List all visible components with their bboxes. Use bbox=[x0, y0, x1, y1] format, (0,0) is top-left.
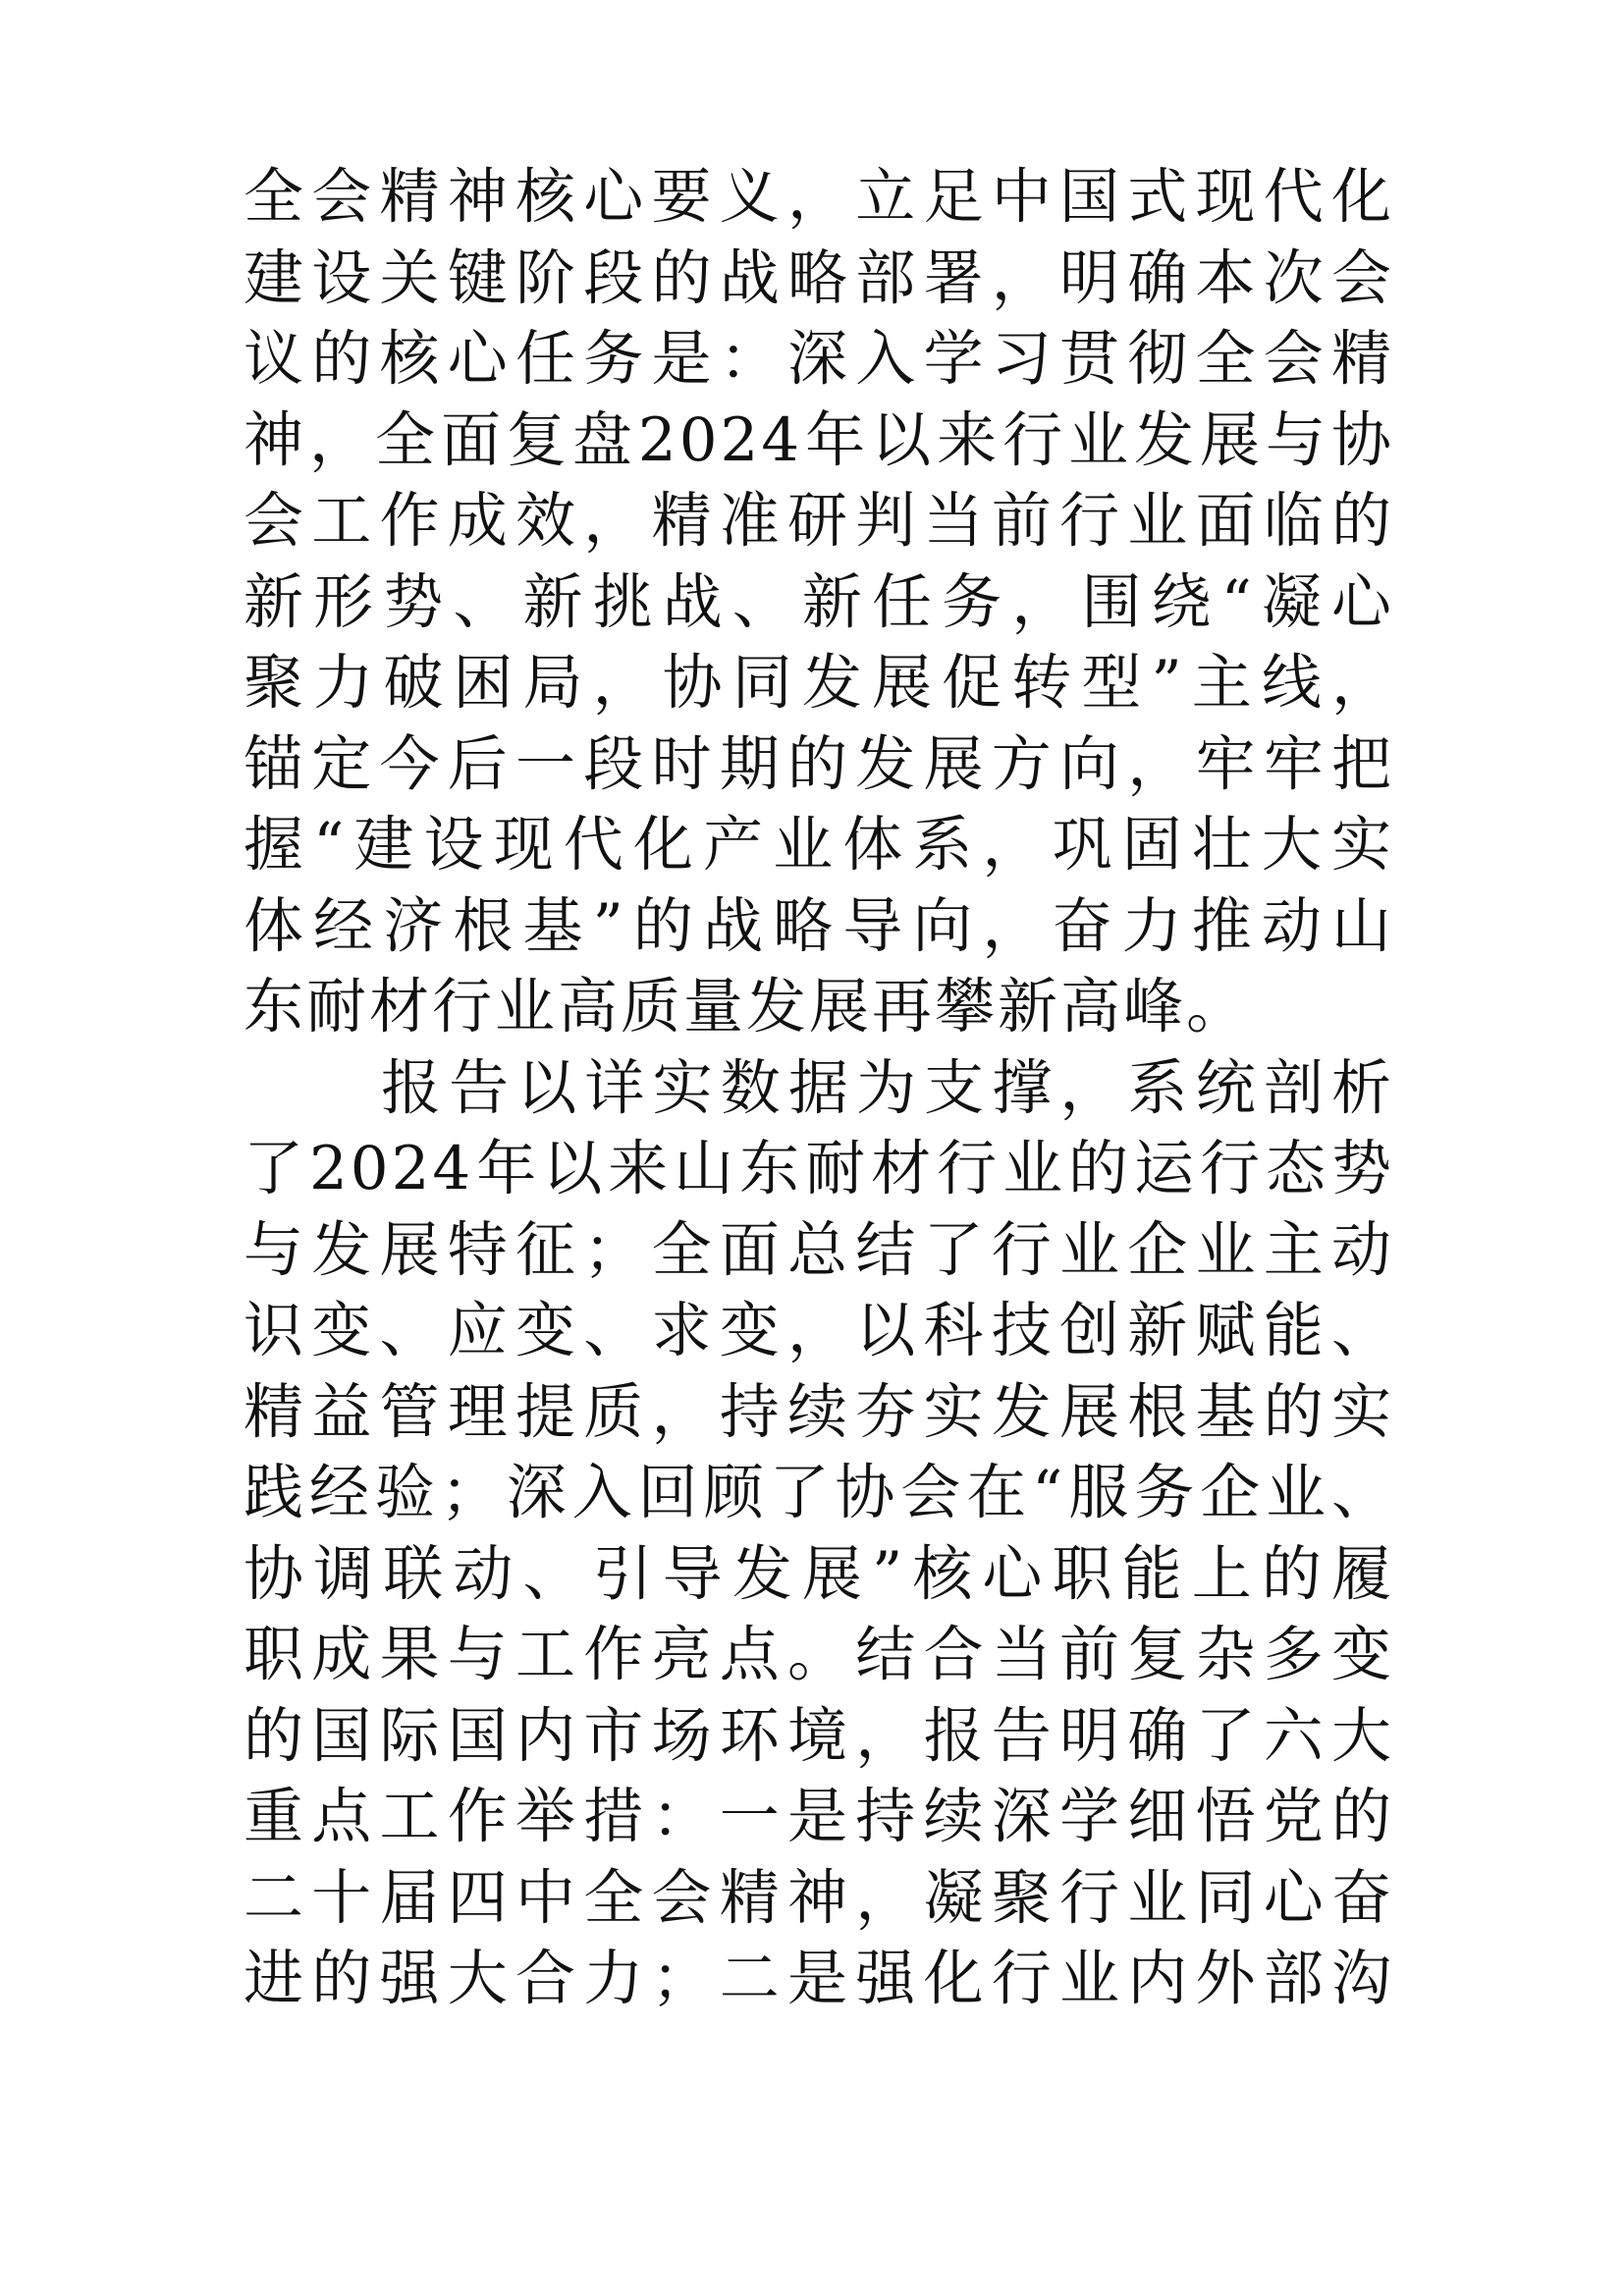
text-line: 新形势、新挑战、新任务，围绕“凝心 bbox=[244, 566, 1394, 637]
text-line: 的国际国内市场环境，报告明确了六大 bbox=[244, 1700, 1394, 1771]
body-text bbox=[244, 157, 1394, 2020]
text-line: 进的强大合力；二是强化行业内外部沟 bbox=[244, 1944, 1394, 2013]
text-line: 锚定今后一段时期的发展方向，牢牢把 bbox=[244, 728, 1394, 799]
text-line: 全会精神核心要义，立足中国式现代化 bbox=[244, 162, 1394, 232]
text-line: 体经济根基”的战略导向，奋力推动山 bbox=[244, 890, 1394, 961]
text-line: 协调联动、引导发展”核心职能上的履 bbox=[244, 1538, 1394, 1609]
text-line: 识变、应变、求变，以科技创新赋能、 bbox=[244, 1296, 1394, 1365]
text-line: 践经验；深入回顾了协会在“服务企业、 bbox=[244, 1458, 1394, 1527]
text-line: 议的核心任务是：深入学习贯彻全会精 bbox=[244, 324, 1394, 394]
paragraph-end-line: 东耐材行业高质量发展再攀新高峰。 bbox=[244, 972, 1250, 1041]
text-line: 握“建设现代化产业体系，巩固壮大实 bbox=[244, 810, 1394, 880]
text-line: 职成果与工作亮点。结合当前复杂多变 bbox=[244, 1620, 1394, 1689]
text-line: 二十届四中全会精神，凝聚行业同心奋 bbox=[244, 1862, 1394, 1933]
text-line: 了2024年以来山东耐材行业的运行态势 bbox=[244, 1134, 1394, 1203]
text-line: 与发展特征；全面总结了行业企业主动 bbox=[244, 1214, 1394, 1285]
text-line: 精益管理提质，持续夯实发展根基的实 bbox=[244, 1376, 1394, 1447]
text-line: 重点工作举措：一是持续深学细悟党的 bbox=[244, 1782, 1394, 1851]
text-line: 会工作成效，精准研判当前行业面临的 bbox=[244, 486, 1394, 556]
text-line: 神，全面复盘2024年以来行业发展与协 bbox=[244, 404, 1394, 475]
text-line: 建设关键阶段的战略部署，明确本次会 bbox=[244, 242, 1394, 313]
paragraph-start-line: 报告以详实数据为支撑，系统剖析 bbox=[381, 1052, 1394, 1123]
text-line: 聚力破困局，协同发展促转型”主线， bbox=[244, 648, 1394, 718]
